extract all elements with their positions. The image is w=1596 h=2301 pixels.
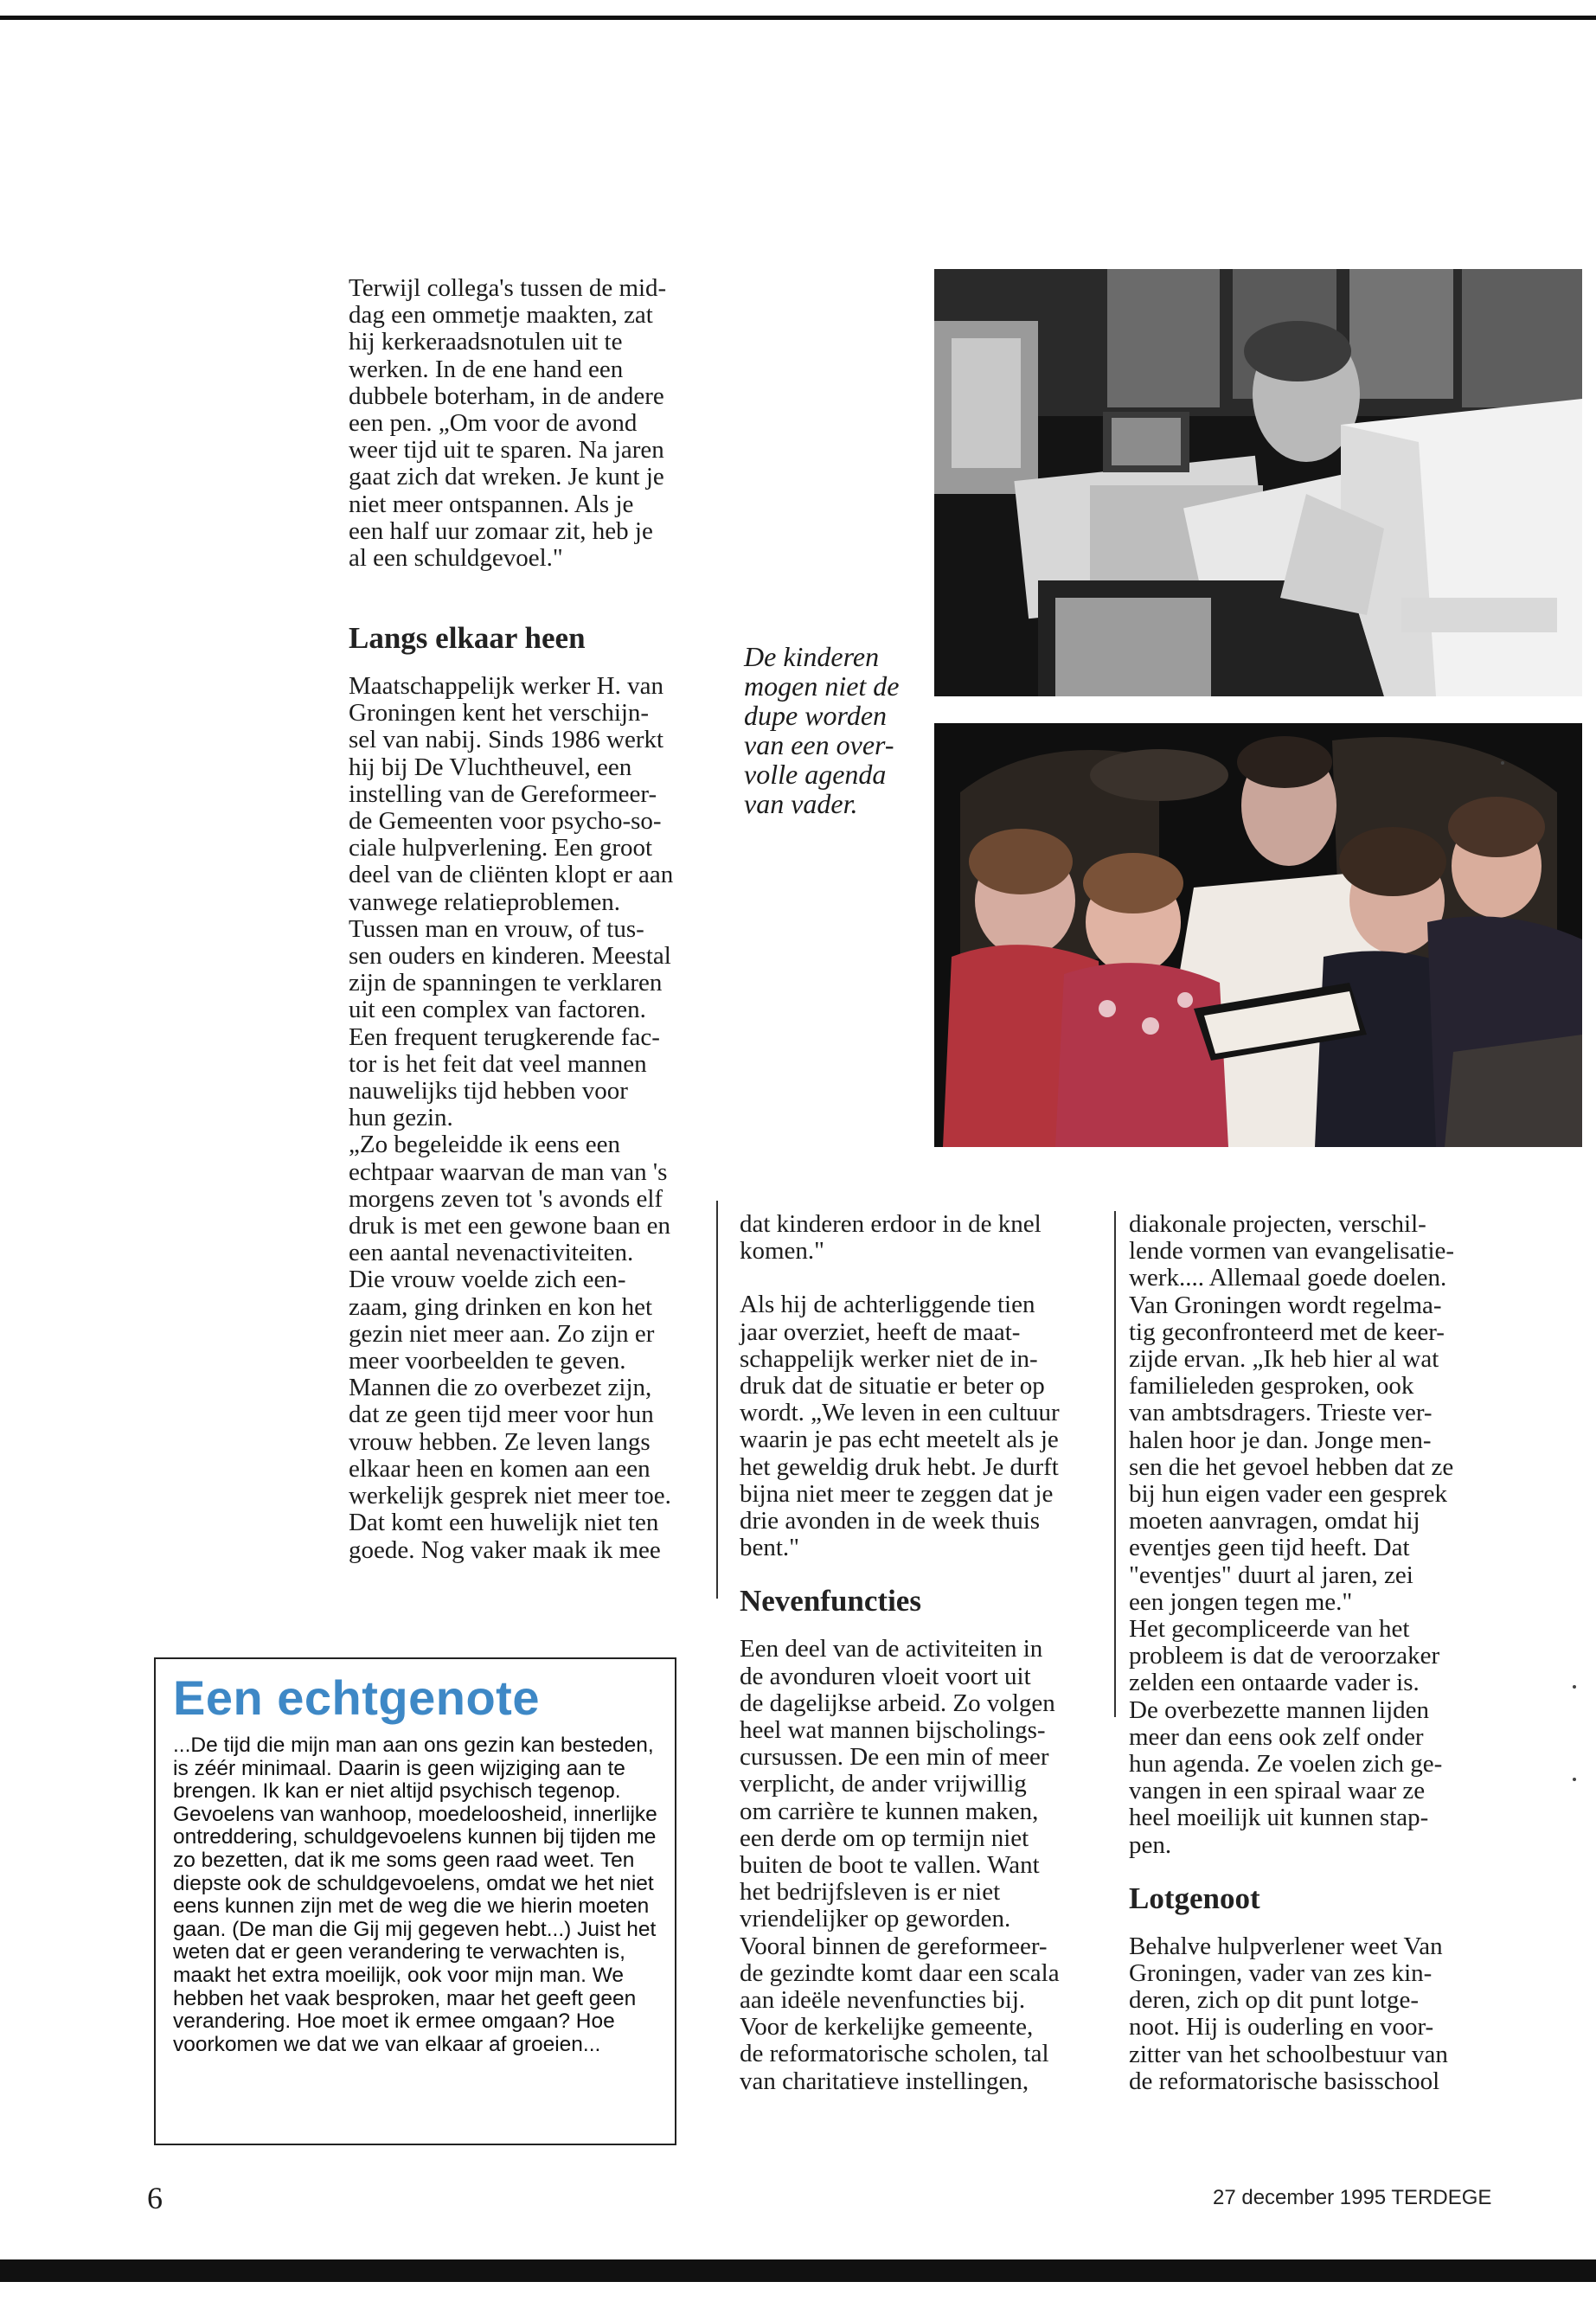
- photo-caption: De kinderen mogen niet de dupe worden van een over- volle agenda van vader.: [744, 641, 900, 819]
- footer-date: 27 december 1995 TERDEGE: [1213, 2186, 1492, 2209]
- column-3-section: [1129, 1211, 1535, 2095]
- sidebar-title: Een echtgenote: [173, 1670, 540, 1725]
- column-divider: [716, 1201, 718, 1599]
- top-rule: [0, 16, 1596, 20]
- column-2-section: [740, 1211, 1094, 2095]
- page-number: 6: [147, 2181, 163, 2215]
- margin-dot: [1573, 1778, 1576, 1781]
- section-heading-nevenfuncties: Nevenfuncties: [740, 1584, 921, 1618]
- sidebar-text: ...De tijd die mijn man aan ons gezin kan besteden, is zéér minimaal. Daarin is geen wijziging aan te brengen. Ik kan er niet altijd psychisch tegenop. Gevoelens van wanhoop, moedeloosheid, innerlijke ontreddering, schuldgevoelens kunnen bij tijden me zo bezetten, dat ik me soms geen raad weet. Ten diepste ook de schuldgevoelens, omdat we het niet eens kunnen zijn met de weg die we hierin moeten gaan. (De man die Gij mij gegeven hebt...) Juist het weten dat er geen verandering te verwachten is, maakt het extra moeilijk, ook voor mijn man. We hebben het vaak besproken, maar het geeft geen verandering. Hoe moet ik ermee omgaan? Hoe voorkomen we dat we van elkaar af groeien...: [173, 1734, 657, 2056]
- column-2-paragraph-1: dat kinderen erdoor in de knel komen.": [740, 1210, 1042, 1266]
- column-2-body: Een deel van de activiteiten in de avonduren vloeit voort uit de dagelijkse arbeid. Zo volgen heel wat mannen bijscholings- cursussen. De een min of meer verplicht, de ander vrijwillig om carrière te kunnen maken, een derde om op termijn niet buiten de boot te vallen. Want het bedrijfsleven is er niet vriendelijker op geworden. Vooral binnen de gereformeer- de gezindte komt daar een scala aan ideële nevenfuncties bij. Voor de kerkelijke gemeente, de reformatorische scholen, tal van charitatieve instellingen,: [740, 1635, 1060, 2095]
- intro-paragraph: Terwijl collega's tussen de mid- dag een ommetje maakten, zat hij kerkeraadsnotulen uit te werken. In de ene hand een dubbele boterham, in de andere een pen. „Om voor de avond weer tijd uit te sparen. Na jaren gaat zich dat wreken. Je kunt je niet meer ontspannen. Als je een half uur zomaar zit, heb je al een schuldgevoel.": [349, 274, 667, 573]
- margin-dot: [1501, 761, 1504, 765]
- section-heading-langs-elkaar-heen: Langs elkaar heen: [349, 621, 586, 655]
- column-1-section: [349, 621, 729, 1564]
- column-2-paragraph-2: Als hij de achterliggende tien jaar overziet, heeft de maat- schappelijk werker niet de in- druk dat de situatie er beter op wordt. „We leven in een cultuur waarin je pas echt meetelt als je het geweldig druk hebt. Je durft bijna niet meer te zeggen dat je drie avonden in de week thuis bent.": [740, 1291, 1060, 1562]
- man-writing-at-desk-photo: [934, 269, 1582, 696]
- section-heading-lotgenoot: Lotgenoot: [1129, 1881, 1260, 1915]
- column-3-body-2: Behalve hulpverlener weet Van Groningen, vader van zes kin- deren, zich op dit punt lotge- noot. Hij is ouderling en voor- zitter van het schoolbestuur van de reformatorische basisschool: [1129, 1932, 1448, 2095]
- column-1-body: Maatschappelijk werker H. van Groningen kent het verschijn- sel van nabij. Sinds 1986 werkt hij bij De Vluchtheuvel, een instelling van de Gereformeer- de Gemeenten voor psycho-so- ciale hulpverlening. Een groot deel van de cliënten klopt er aan vanwege relatieproblemen. Tussen man en vrouw, of tus- sen ouders en kinderen. Meestal zijn de spanningen te verklaren uit een complex van factoren. Een frequent terugkerende fac- tor is het feit dat veel mannen nauwelijks tijd hebben voor hun gezin. „Zo begeleidde ik eens een echtpaar waarvan de man van 's morgens zeven tot 's avonds elf druk is met een gewone baan en een aantal nevenactiviteiten. Die vrouw voelde zich een- zaam, ging drinken en kon het gezin niet meer aan. Zo zijn er meer voorbeelden te geven. Mannen die zo overbezet zijn, dat ze geen tijd meer voor hun vrouw hebben. Ze leven langs elkaar heen en komen aan een werkelijk gesprek niet meer toe. Dat komt een huwelijk niet ten goede. Nog vaker maak ik mee: [349, 672, 674, 1564]
- bottom-rule: [0, 2259, 1596, 2282]
- column-3-body: diakonale projecten, verschil- lende vormen van evangelisatie- werk.... Allemaal goede doelen. Van Groningen wordt regelma- tig geconfronteerd met de keer- zijde ervan. „Ik heb hier al wat familieleden gesproken, ook van ambtsdragers. Trieste ver- halen hoor je dan. Jonge men- sen die het gevoel hebben dat ze bij hun eigen vader een gesprek moeten aanvragen, omdat hij eventjes geen tijd heeft. Dat "eventjes" duurt al jaren, zei een jongen tegen me." Het gecompliceerde van het probleem is dat de veroorzaker zelden een ontaarde vader is. De overbezette mannen lijden meer dan eens ook zelf onder hun agenda. Ze voelen zich ge- vangen in een spiraal waar ze heel moeilijk uit kunnen stap- pen.: [1129, 1210, 1455, 1859]
- father-reading-to-children-photo: [934, 723, 1582, 1147]
- margin-dot: [1573, 1685, 1576, 1689]
- column-divider: [1114, 1211, 1116, 1717]
